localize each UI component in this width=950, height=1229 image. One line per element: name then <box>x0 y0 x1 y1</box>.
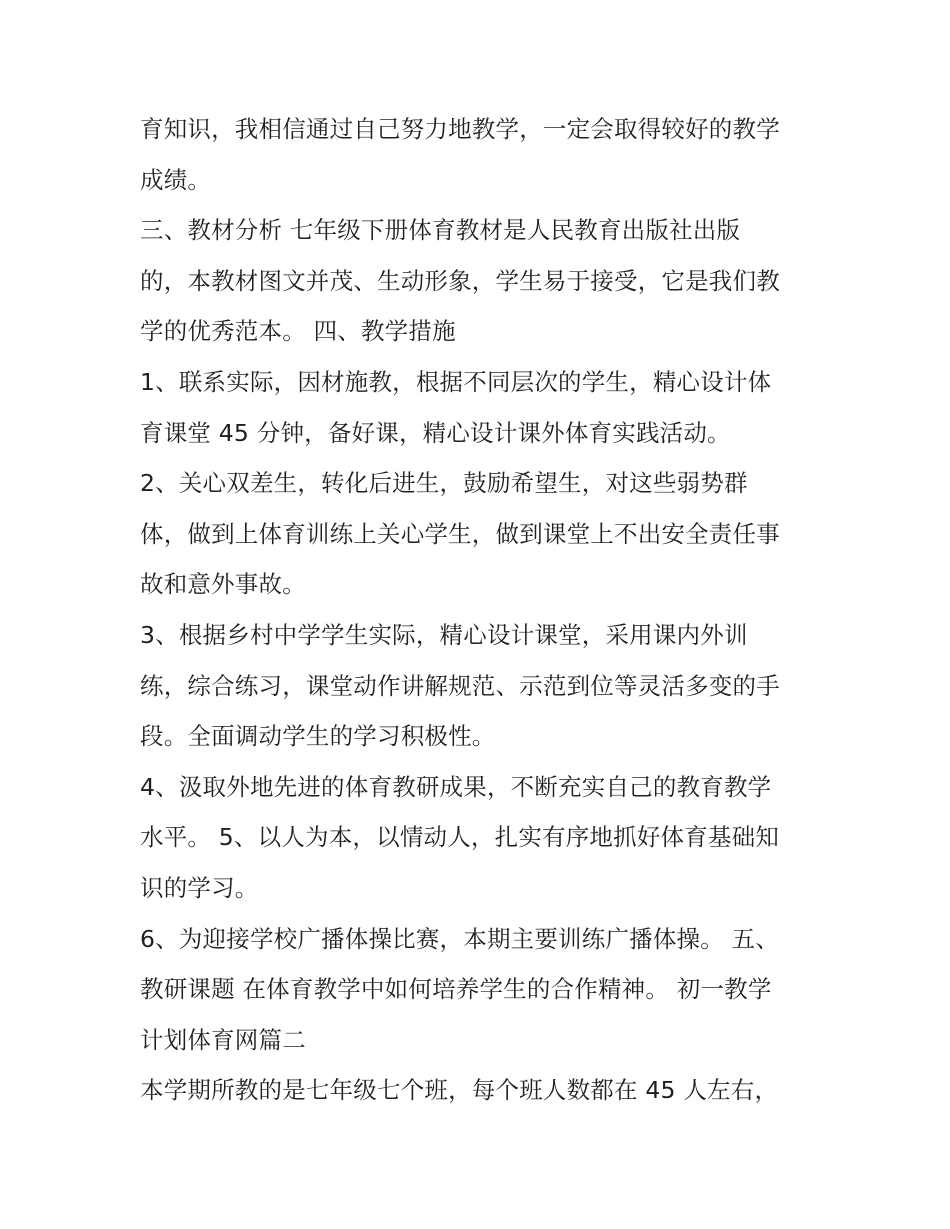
text-line: 育课堂 45 分钟，备好课，精心设计课外体育实践活动。 <box>140 418 731 447</box>
text-line: 育知识，我相信通过自己努力地教学，一定会取得较好的教学 <box>140 115 780 143</box>
text-line: 本学期所教的是七年级七个班，每个班人数都在 45 人左右， <box>140 1076 779 1105</box>
text-line: 体，做到上体育训练上关心学生，做到课堂上不出安全责任事 <box>140 519 780 548</box>
text-line: 6、为迎接学校广播体操比赛，本期主要训练广播体操。 五、 <box>140 924 780 953</box>
text-line: 识的学习。 <box>140 873 259 902</box>
text-line: 2、关心双差生，转化后进生，鼓励希望生，对这些弱势群 <box>140 469 748 498</box>
text-line: 学的优秀范本。 四、教学措施 <box>140 317 456 346</box>
text-line: 练，综合练习，课堂动作讲解规范、示范到位等灵活多变的手 <box>140 671 780 700</box>
text-line: 三、教材分析 七年级下册体育教材是人民教育出版社出版 <box>140 216 741 245</box>
text-line: 成绩。 <box>140 165 212 194</box>
text-line: 教研课题 在体育教学中如何培养学生的合作精神。 初一教学 <box>140 975 772 1004</box>
text-line: 水平。 5、以人为本，以情动人，扎实有序地抓好体育基础知 <box>140 823 780 852</box>
text-line: 计划体育网篇二 <box>140 1025 306 1054</box>
text-line: 3、根据乡村中学学生实际，精心设计课堂，采用课内外训 <box>140 620 748 649</box>
body-text <box>140 104 830 1116</box>
text-line: 的，本教材图文并茂、生动形象，学生易于接受，它是我们教 <box>140 266 780 295</box>
text-line: 1、联系实际，因材施教，根据不同层次的学生，精心设计体 <box>140 367 772 396</box>
text-line: 故和意外事故。 <box>140 570 306 599</box>
text-line: 段。全面调动学生的学习积极性。 <box>140 722 496 751</box>
text-line: 4、汲取外地先进的体育教研成果，不断充实自己的教育教学 <box>140 772 772 801</box>
